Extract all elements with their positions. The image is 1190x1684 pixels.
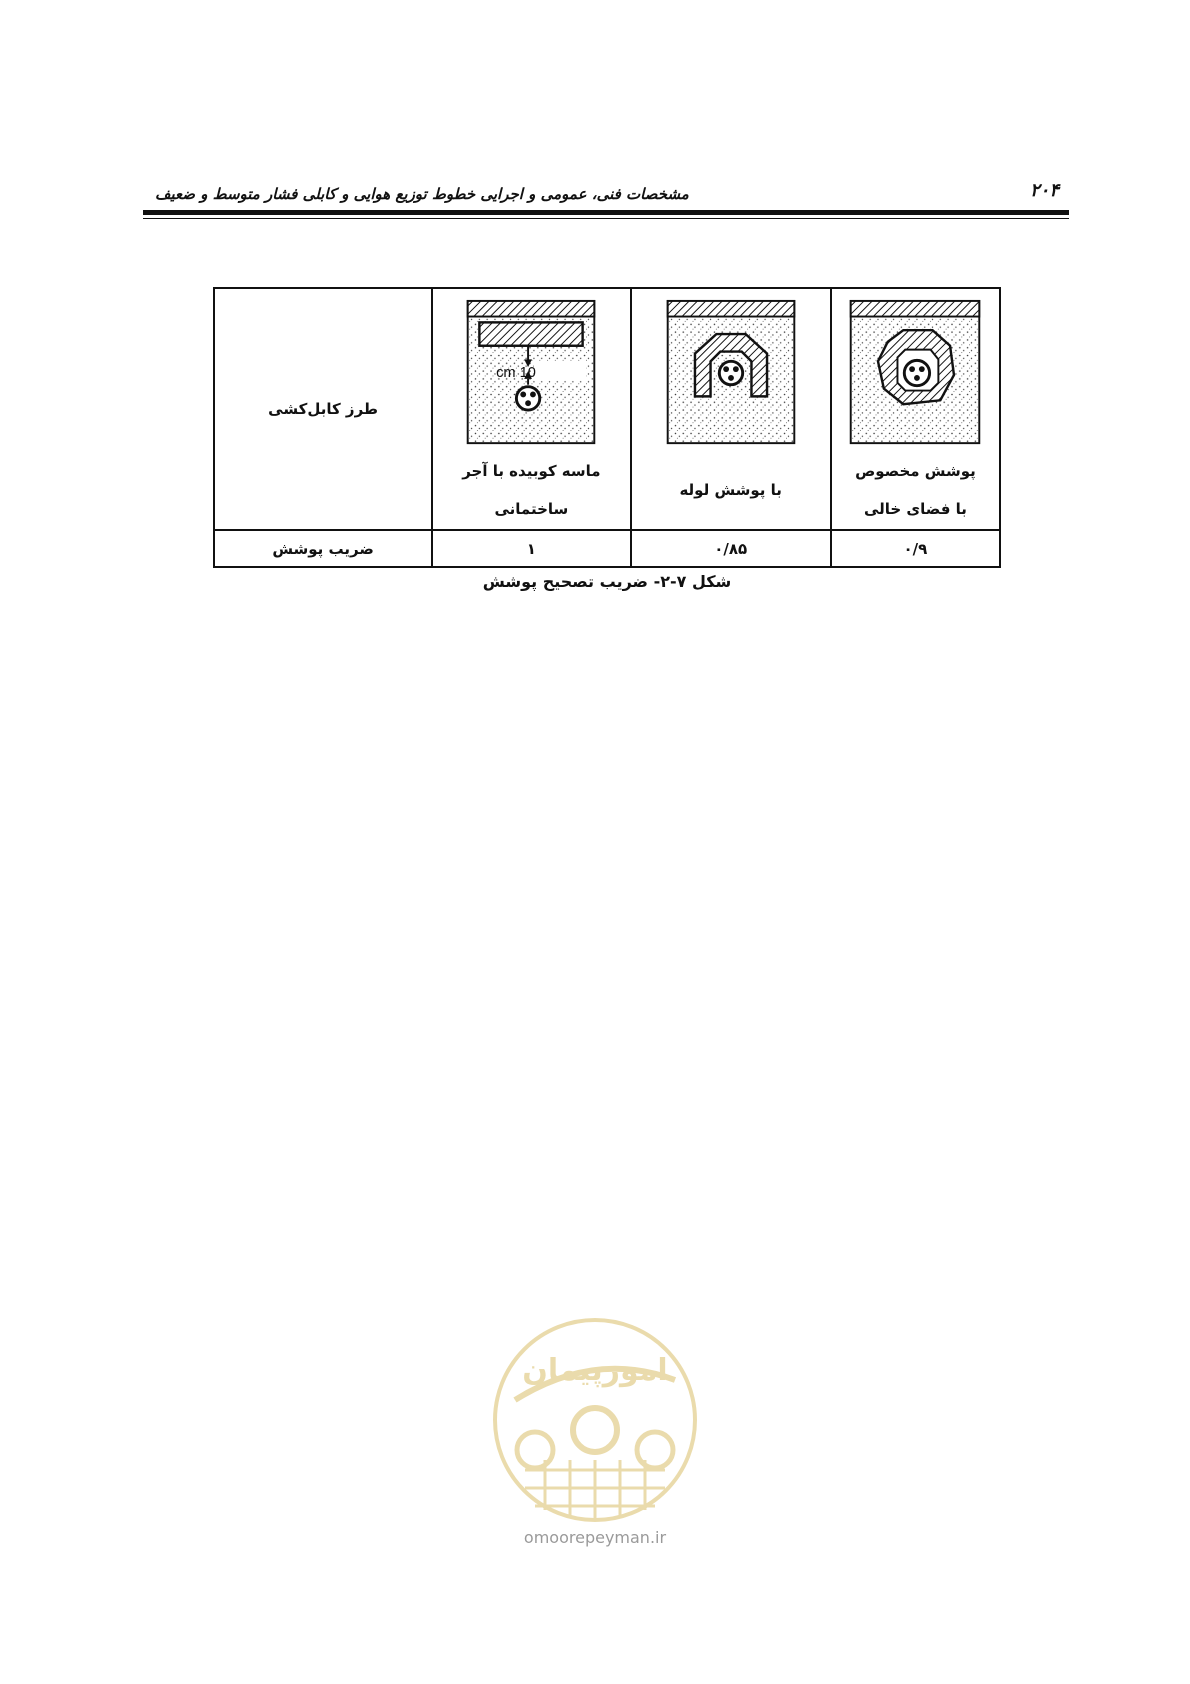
coefficient-pipe-cover: ۰/۸۵ xyxy=(631,530,831,567)
figure-caption: شکل ۷-۲- ضریب تصحیح پوشش xyxy=(482,572,732,591)
cover-coefficient-table xyxy=(213,287,1001,568)
special-cover-cable-icon xyxy=(847,299,983,445)
row-label-installation: طرز کابل‌کشی xyxy=(214,288,432,530)
coefficient-special-cover: ۰/۹ xyxy=(831,530,1000,567)
watermark-logo xyxy=(485,1310,705,1560)
page-number: ۲۰۴ xyxy=(1029,180,1059,201)
pipe-cover-cable-icon xyxy=(664,299,798,445)
caption-special-cover-line1: پوشش مخصوص xyxy=(855,462,976,481)
row-label-coefficient: ضریب پوشش xyxy=(214,530,432,567)
caption-sand-brick-line1: ماسه کوبیده با آجر xyxy=(462,462,601,481)
header-rule-thick xyxy=(143,210,1069,215)
coefficient-sand-brick: ۱ xyxy=(432,530,630,567)
cell-sand-brick xyxy=(432,288,630,530)
caption-sand-brick-line2: ساختمانی xyxy=(494,500,569,519)
table-row-installation xyxy=(214,288,1000,530)
cell-pipe-cover xyxy=(631,288,831,530)
running-title: مشخصات فنی، عمومی و اجرایی خطوط توزیع هوایی و کابلی فشار متوسط و ضعیف xyxy=(155,185,689,203)
caption-pipe-cover-line2: با پوشش لوله xyxy=(679,481,782,500)
watermark-url: omoorepeyman.ir xyxy=(523,1528,667,1547)
table-row-coefficient xyxy=(214,530,1000,567)
header-rule-thin xyxy=(143,218,1069,219)
sand-brick-cable-icon xyxy=(464,299,598,445)
dimension-label: 10 cm xyxy=(496,364,537,381)
watermark-logo-text: امورپیمان xyxy=(522,1353,668,1388)
caption-special-cover-line2: با فضای خالی xyxy=(863,500,967,519)
cell-special-cover xyxy=(831,288,1000,530)
